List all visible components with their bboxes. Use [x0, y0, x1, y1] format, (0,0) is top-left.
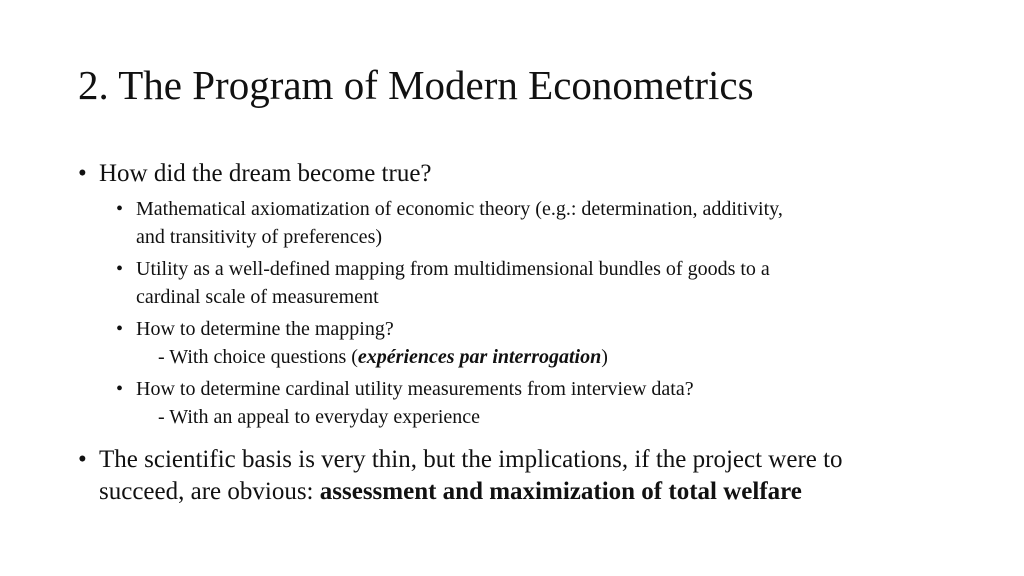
- line-prefix: succeed, are obvious:: [99, 478, 320, 505]
- emphasis-text: assessment and maximization of total welfare: [319, 478, 802, 505]
- sub-bullet-item-2: [116, 255, 976, 311]
- sub-bullet-item-1: [116, 195, 976, 251]
- bullet-item-1: [78, 158, 978, 190]
- bullet-text: How did the dream become true?: [99, 160, 432, 187]
- bullet-dot-icon: •: [78, 446, 87, 473]
- bullet-dot-icon: •: [78, 160, 87, 187]
- bullet-dot-icon: •: [116, 258, 124, 280]
- sub-bullet-line-1: Mathematical axiomatization of economic theory (e.g.: determination, additivity,: [136, 198, 783, 220]
- sub-bullet-line-1: How to determine the mapping?: [136, 318, 394, 340]
- bullet-item-2: [78, 444, 978, 508]
- slide-title: 2. The Program of Modern Econometrics: [78, 62, 754, 108]
- line-suffix: ): [601, 346, 608, 368]
- sub-bullet-item-4: [116, 375, 976, 431]
- line-prefix: - With choice questions (: [158, 346, 358, 368]
- bullet-line-2: [99, 476, 802, 508]
- bullet-line-1: The scientific basis is very thin, but the implications, if the project were to: [99, 446, 843, 473]
- sub-bullet-line-2: and transitivity of preferences): [136, 226, 383, 248]
- sub-bullet-item-3: [116, 315, 976, 371]
- sub-bullet-line-1: Utility as a well-defined mapping from multidimensional bundles of goods to a: [136, 258, 770, 280]
- sub-bullet-line-1: How to determine cardinal utility measurements from interview data?: [136, 378, 694, 400]
- sub-bullet-line-2: cardinal scale of measurement: [136, 286, 379, 308]
- bullet-dot-icon: •: [116, 198, 124, 220]
- bullet-dot-icon: •: [116, 378, 124, 400]
- bullet-dot-icon: •: [116, 318, 124, 340]
- sub-bullet-line-2: [136, 343, 608, 371]
- emphasis-text: expériences par interrogation: [357, 346, 602, 368]
- sub-bullet-line-2: - With an appeal to everyday experience: [158, 406, 481, 428]
